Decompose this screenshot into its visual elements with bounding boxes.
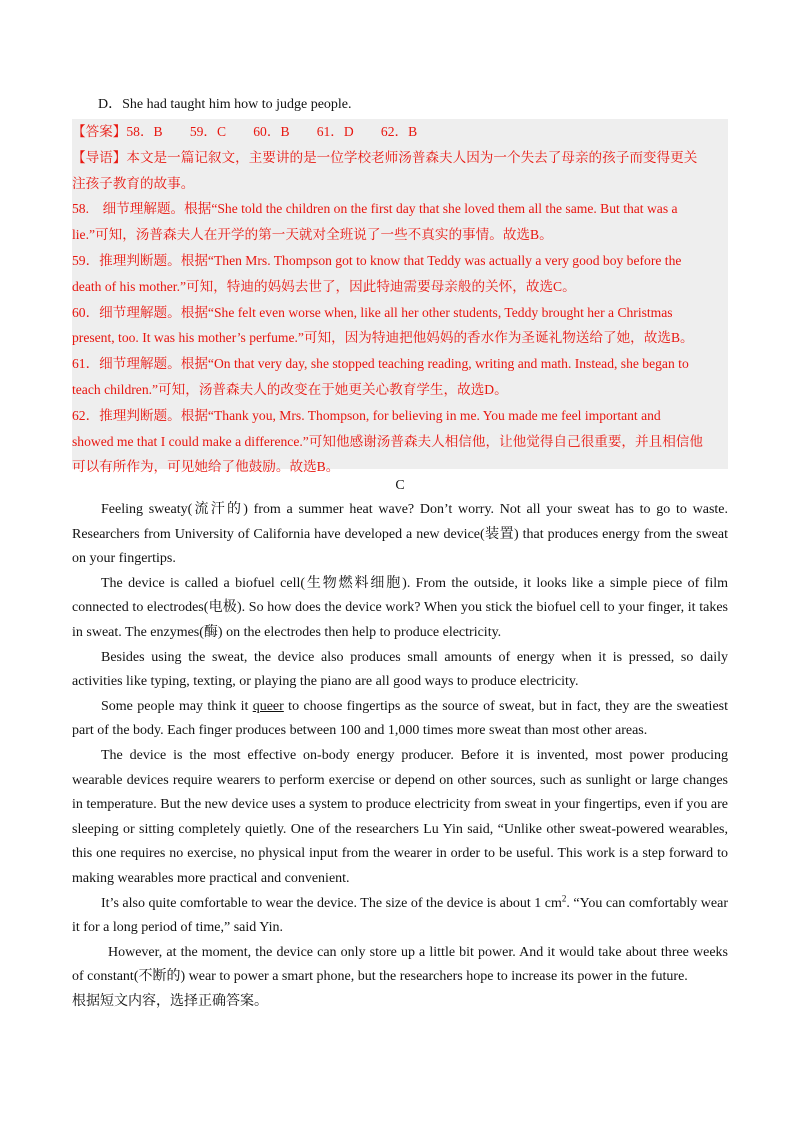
- explanation-58-line-2: lie.”可知，汤普森夫人在开学的第一天就对全班说了一些不真实的事情。故选B。: [72, 227, 553, 243]
- paragraph-6-start: It’s also quite comfortable to wear the device. The size of the device is about 1 cm: [101, 895, 562, 911]
- guide-line-1: 【导语】本文是一篇记叙文，主要讲的是一位学校老师汤普森夫人因为一个失去了母亲的孩子而变得更关: [72, 149, 698, 165]
- explanation-61-line-2: teach children.”可知，汤普森夫人的改变在于她更关心教育学生，故选D。: [72, 381, 508, 397]
- explanation-61-line-1: 61．细节理解题。根据“On that very day, she stopped teaching reading, writing and math. Instead, she began to: [72, 356, 689, 372]
- paragraph-5: The device is the most effective on-body energy producer. Before it is invented, most power producing wearable devices require wearers to perform exercise or depend on other sources, such as sunlight or large changes in temperature. But the new device uses a system to produce electricity from sweat in your fingertips, even if you are sleeping or sitting completely quietly. One of the researchers Lu Yin said, “Unlike other sweat-powered wearables, this one requires no exercise, no physical input from the wearer in order to be useful. This work is a step forward to making wearables more practical and convenient.: [72, 747, 728, 886]
- paragraph-4-end: to choose fingertips as the source of sweat, but in fact, they are the sweatiest part of the body. Each finger produces between 100 and 1,000 times more sweat than most other areas.: [72, 698, 728, 739]
- explanation-59-line-2: death of his mother.”可知，特迪的妈妈去世了，因此特迪需要母亲般的关怀，故选C。: [72, 278, 576, 294]
- superscript-2: 2: [561, 892, 567, 903]
- guide-line-2: 注孩子教育的故事。: [72, 175, 195, 191]
- paragraph-4-start: Some people may think it: [101, 698, 253, 714]
- section-heading: C: [395, 478, 405, 493]
- answer-key: 【答案】58．B 59．C 60．B 61．D 62．B: [72, 124, 418, 139]
- explanation-62-line-3: 可以有所作为，可见她给了他鼓励。故选B。: [72, 459, 340, 475]
- explanation-60-line-2: present, too. It was his mother’s perfume.”可知，因为特迪把他妈妈的香水作为圣诞礼物送给了她，故选B。: [72, 330, 694, 346]
- paragraph-7: However, at the moment, the device can only store up a little bit power. And it would take about three weeks of constant(不断的) wear to power a smart phone, but the researchers hope to increase its power in the future.: [72, 944, 728, 985]
- paragraph-2: The device is called a biofuel cell(生物燃料细胞). From the outside, it looks like a simple piece of film connected to electrodes(电极). So how does the device work? When you stick the biofuel cell to your finger, it takes in sweat. The enzymes(酶) on the electrodes then help to produce electricity.: [72, 575, 728, 640]
- explanation-58-line-1: 58. 细节理解题。根据“She told the children on the first day that she loved them all the same. But that was a: [72, 201, 678, 217]
- option-d: D．She had taught him how to judge people.: [98, 97, 352, 112]
- paragraph-6-end: . “You can comfortably wear it for a long period of time,” said Yin.: [72, 895, 728, 936]
- explanation-60-line-1: 60．细节理解题。根据“She felt even worse when, like all her other students, Teddy brought her a Christmas: [72, 304, 673, 320]
- paragraph-6: [72, 892, 728, 941]
- explanation-62-line-1: 62．推理判断题。根据“Thank you, Mrs. Thompson, for believing in me. You made me feel important and: [72, 407, 661, 423]
- explanation-59-line-1: 59．推理判断题。根据“Then Mrs. Thompson got to know that Teddy was actually a very good boy before the: [72, 252, 682, 268]
- explanation-62-line-2: showed me that I could make a difference.”可知他感谢汤普森夫人相信他，让他觉得自己很重要，并且相信他: [72, 433, 703, 449]
- underlined-word: queer: [252, 698, 284, 714]
- reading-passage: [72, 498, 728, 1014]
- paragraph-4: [72, 695, 728, 744]
- instruction: 根据短文内容，选择正确答案。: [72, 993, 268, 1009]
- paragraph-3: Besides using the sweat, the device also produces small amounts of energy when it is pressed, so daily activities like typing, texting, or playing the piano are all good ways to produce electricity.: [72, 649, 728, 690]
- paragraph-1: Feeling sweaty(流汗的) from a summer heat wave? Don’t worry. Not all your sweat has to go to waste. Researchers from University of California have developed a new device(装置) that produces energy from the sweat on your fingertips.: [72, 502, 728, 567]
- answer-explanation-box: [72, 119, 728, 475]
